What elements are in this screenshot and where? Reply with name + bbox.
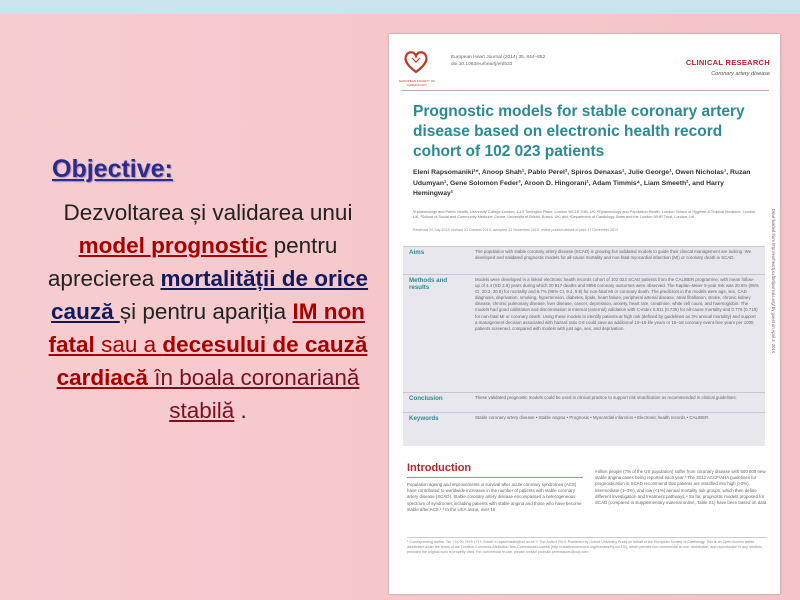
section-label: CLINICAL RESEARCH <box>685 58 770 67</box>
header-divider <box>401 90 769 91</box>
paper-title: Prognostic models for stable coronary artery disease based on electronic health record cohort of 102 023 patients <box>413 103 745 160</box>
esc-heart-logo-icon <box>403 49 429 75</box>
abstract-label: Conclusion <box>409 395 443 402</box>
abstract-row-aims <box>403 246 765 275</box>
paper-authors: Eleni Rapsomaniki¹*, Anoop Shah¹, Pablo Perel², Spiros Denaxas¹, Julie George¹, Owen Nicholas¹, Ruzan Udumyan¹, Gene Solomon Feder³, Aroon D. Hingorani¹, Adam Timmis⁴, Liam Smeeth², and Harry Hemingway¹ <box>413 169 751 197</box>
objective-text-part: în boala <box>147 365 241 390</box>
abstract-text: Models were developed in a linked electronic health records cohort of 102 023 SCAD patients from the CALIBER programme, with mean follow-up of 4.4 (SD 2.8) years during which 20 817 deaths and 8856 coronary outcomes were observed. The Kaplan–Meier 5-year risk was 20.6% (95% CI, 20.3, 20.9) for mortality and 9.7% (95% CI, 9.4, 9.9) for non-fatal MI or coronary death. The predictors in the models were age, sex, CAD diagnosis, deprivation, smoking, hypertension, diabetes, lipids, heart failure, peripheral arterial disease, atrial fibrillation, stroke, chronic kidney disease, chronic pulmonary disease, liver disease, cancer, depression, anxiety, heart rate, creatinine, white cell count, and haemoglobin. The models had good calibration and discrimination in internal (external) validation with C-index 0.811 (0.735) for all-cause mortality and 0.778 (0.718) for non-fatal MI or coronary death. Using these models to identify patients at high risk (defined by guidelines as 3% annual mortality) and support a management decision associated with hazard ratio 0.8 could save an additional 13–16 life years or 15–18 coronary event-free years per 1000 patients screened, compared with models with just age, sex, and deprivation. <box>475 277 759 331</box>
introduction-column-1: Population ageing and improvements in survival after acute coronary syndromes (ACS) have contributed to worldwide increases in the number of patients with stable coronary artery disease (SCAD). Stable coronary artery disease encompasses a heterogeneous spectrum of syndromes including patients with stable angina and those who have become stable after ACS.¹,² In the USA alone, over 16 <box>407 482 582 512</box>
highlight-non-fatal-mi: IM non fatal <box>48 299 365 357</box>
paper-footnotes: * Corresponding author. Tel: +44 20 7679 1717; Email: e.rapsomaniki@ucl.ac.uk © The Author 2013. Published by Oxford University Press on behalf of the European Society of Cardiology. This is an Open Access article distributed under the terms of the Creative Commons Attribution Non-Commercial License (http://creativecommons.org/licenses/by-nc/3.0/), which permits non-commercial re-use, distribution, and reproduction in any medium, provided the original work is properly cited. For commercial re-use, please contact journals.permissions@oup.com <box>407 540 763 555</box>
objective-text-part: . <box>234 398 247 423</box>
abstract-row-conclusion <box>403 392 765 413</box>
top-border-strip <box>0 0 800 14</box>
journal-line: European Heart Journal (2014) 35, 844–852 <box>451 55 546 60</box>
objective-text <box>38 196 378 427</box>
article-image <box>389 34 780 594</box>
introduction-underline <box>407 477 583 478</box>
abstract-label: Aims <box>409 249 425 256</box>
abstract-label: Methods and results <box>409 277 448 291</box>
introduction-heading: Introduction <box>407 462 472 474</box>
objective-heading: Objective: <box>52 155 173 183</box>
objective-text-part: Dezvoltarea și validarea unui <box>63 200 353 225</box>
doi-line: doi:10.1093/eurheartj/eht533 <box>451 62 513 67</box>
highlight-stable-coronary-disease: coronariană stabilă <box>169 365 360 423</box>
highlight-model-prognostic: model prognostic <box>78 233 268 258</box>
journal-reference <box>451 54 545 68</box>
introduction-column-2: million people (7% of the US population) suffer from coronary disease with 500 000 new stable angina cases being reported each year.³ The 2012 ACCF/AHA guidelines for prognostication in SCAD recommend that patients are stratified into high (>3%), intermediate (1–3%), and low (<1%) annual mortality risk groups, which then define different investigation and treatment pathways.⁴ So far, prognostic models proposed for SCAD (compared in Supplementary material online, Table S1) have been based on data <box>595 469 767 506</box>
abstract-text: The population with stable coronary artery disease (SCAD) is growing but validated models to guide their clinical management are lacking. We developed and validated prognostic models for all-cause mortality and non-fatal myocardial infarction (MI) or coronary death in SCAD. <box>475 249 752 261</box>
highlight-all-cause-mortality: mortalității de orice cauză <box>51 266 369 324</box>
objective-text-part: pentru aprecierea <box>47 233 338 291</box>
abstract-text: Stable coronary artery disease • Stable angina • Prognosis • Myocardial infarction • Electronic health records • CALIBER <box>475 415 709 420</box>
abstract-text: These validated prognostic models could be used in clinical practice to support risk stratification as recommended in clinical guidelines. <box>475 395 737 400</box>
abstract-row-keywords <box>403 412 765 447</box>
abstract-label: Keywords <box>409 415 439 422</box>
footnote-divider <box>407 537 767 538</box>
highlight-cardiac-death: decesului de cauză cardiacă <box>56 332 368 390</box>
objective-text-part: și pentru apariția <box>119 299 293 324</box>
objective-text-part: sau a <box>94 332 163 357</box>
abstract-box <box>403 246 765 446</box>
download-watermark: Downloaded from http://eurheartj.oxfordjournals.org/ by guest on April 3, 2014 <box>771 209 776 354</box>
abstract-row-methods <box>403 274 765 393</box>
paper-affiliations: ¹Epidemiology and Public Health, University College London, 1-19 Torrington Place, London WC1E 7HB, UK; ²Epidemiology and Population Health, London School of Hygiene & Tropical Medicine, London, UK; ³School of Social and Community Medicine Centre, University of Bristol, Bristol, UK; and ⁴Department of Cardiology, Barts and the London NIHR Trust, London, UK <box>413 210 757 220</box>
section-sublabel: Coronary artery disease <box>711 71 770 77</box>
esc-logo-text: EUROPEAN SOCIETY OF CARDIOLOGY <box>399 79 435 87</box>
paper-received-dates: Received 24 July 2013; revised 21 October 2013; accepted 21 November 2013; online publish-ahead-of-print 17 December 2013 <box>413 228 618 232</box>
